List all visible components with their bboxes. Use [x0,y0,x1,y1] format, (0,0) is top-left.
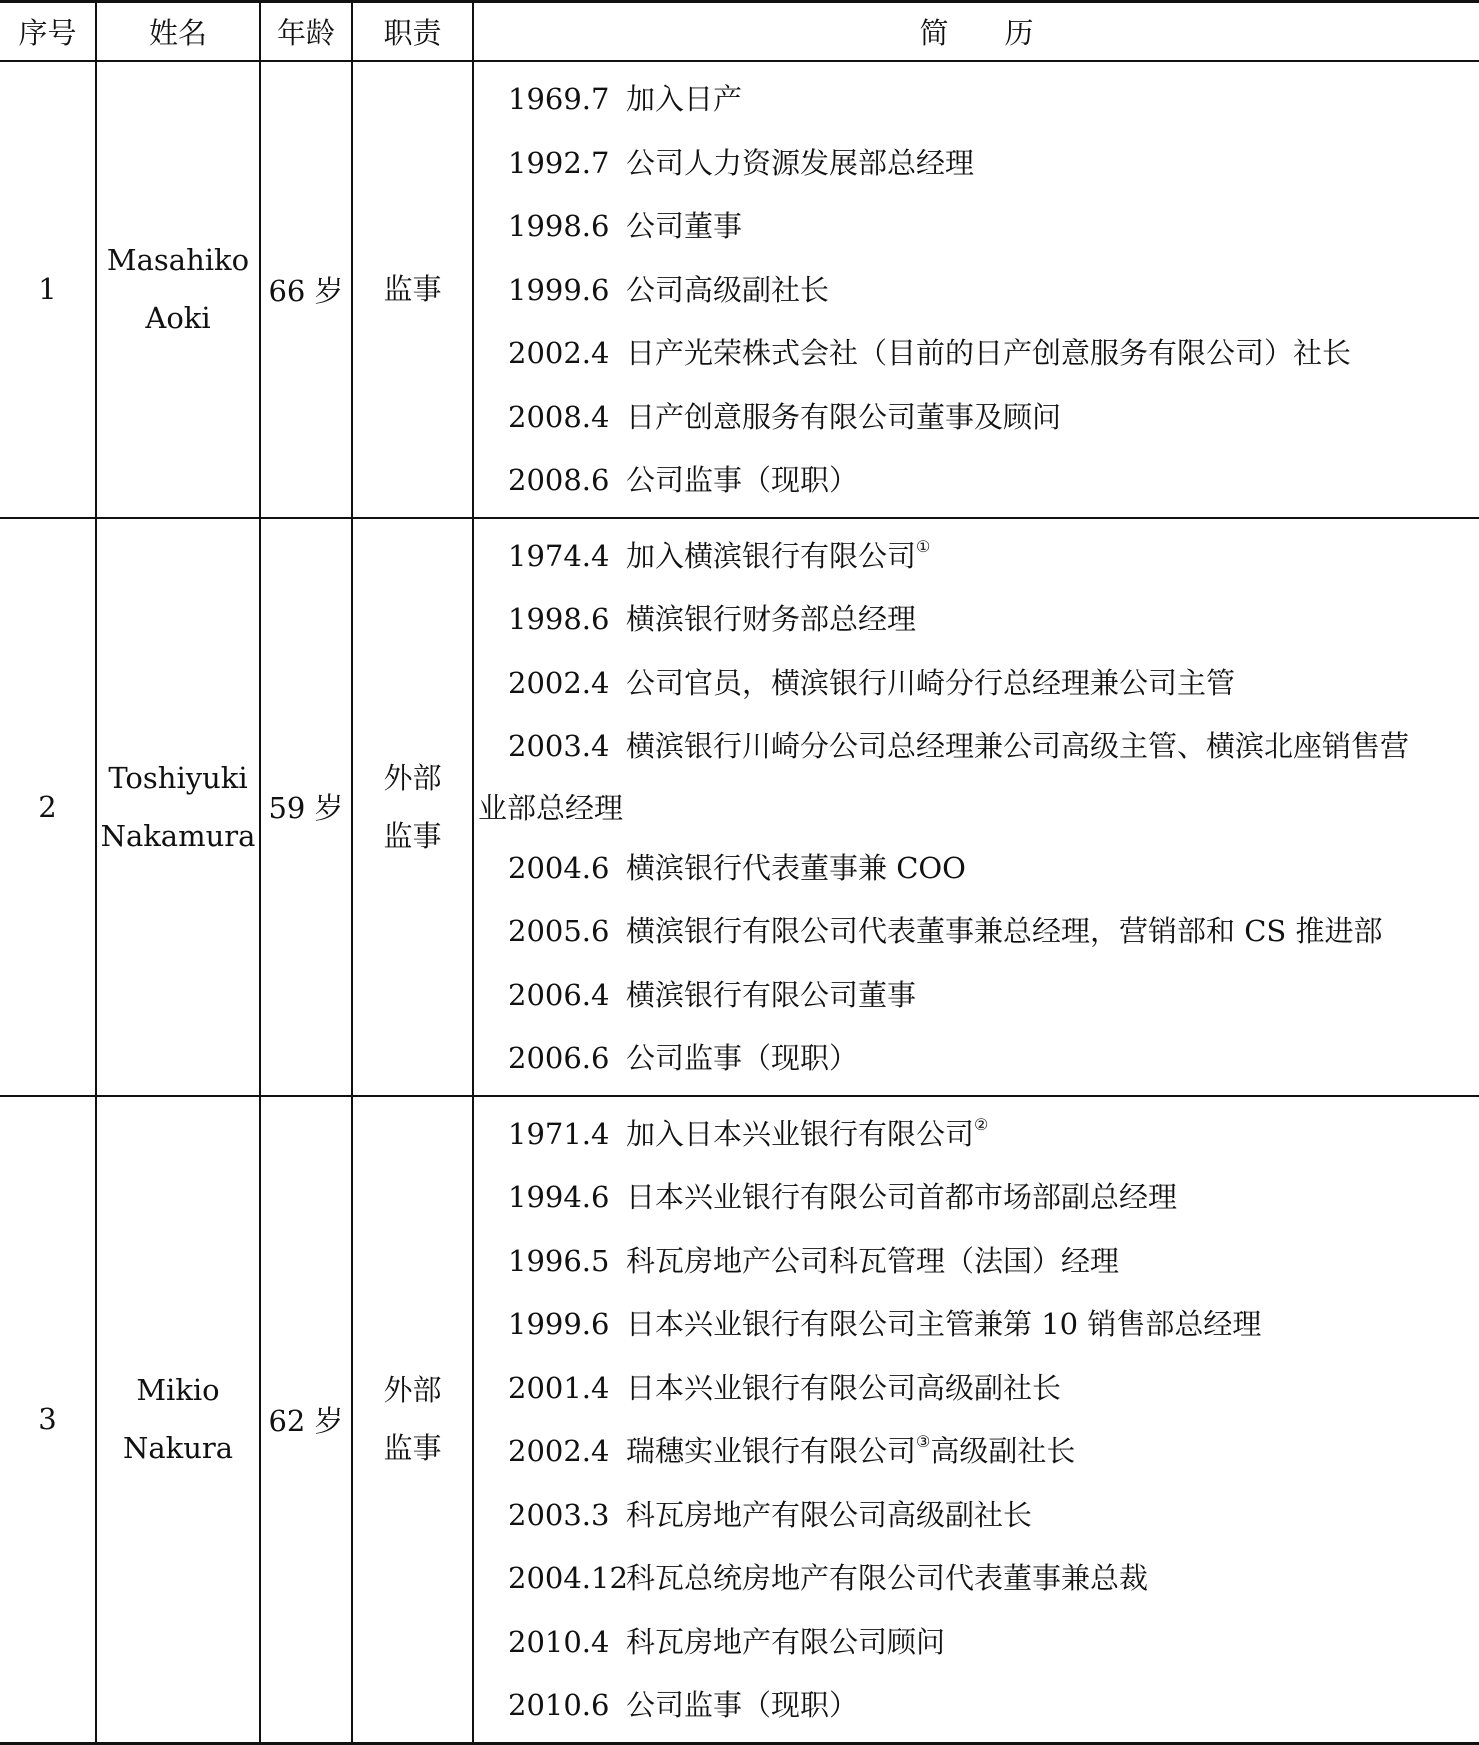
header-no: 序号 [0,2,96,62]
row-age: 59 岁 [260,518,352,1096]
entry-desc: 公司监事（现职） [626,1041,859,1075]
entry-date: 2003.3 [508,1497,610,1532]
resume-entry [474,837,1479,901]
row-no: 3 [0,1096,96,1744]
entry-date: 2002.4 [508,665,610,700]
entry-date: 2002.4 [508,1434,610,1468]
entry-desc: 公司监事（现职） [626,1688,859,1722]
resume-cell [473,518,1479,1096]
entry-date: 2006.4 [508,977,610,1012]
entry-desc: 瑞穗实业银行有限公司 [626,1434,917,1468]
entry-date: 1998.6 [508,602,610,636]
resume-entry [474,652,1479,716]
header-duty: 职责 [352,2,473,62]
entry-date: 1992.7 [508,145,610,180]
resume-cell [473,61,1479,518]
duty-line: 外部 [383,760,442,795]
entry-date: 2006.6 [508,1041,610,1075]
name-line: Toshiyuki [108,760,248,795]
row-no: 1 [0,61,96,518]
resume-entry [474,1027,1479,1091]
resume-entry [474,588,1479,652]
entry-date: 1999.6 [508,272,610,307]
resume-entry [474,195,1479,259]
row-name [96,61,260,518]
entry-desc: 横滨银行代表董事兼 COO [626,850,966,885]
entry-desc: 公司官员，横滨银行川崎分行总经理兼公司主管 [626,665,1236,700]
resume-entry [474,964,1479,1028]
entry-desc: 日产光荣株式会社（目前的日产创意服务有限公司）社长 [626,336,1352,370]
entry-desc: 日本兴业银行有限公司高级副社长 [626,1370,1062,1405]
resume-entry [474,1293,1479,1357]
header-row [0,2,1479,62]
resume-entry [474,900,1479,964]
duty-line: 监事 [383,272,442,307]
resume-entry [474,1230,1479,1294]
table-row [0,518,1479,1096]
row-duty [352,61,473,518]
resume-entry [474,1484,1479,1548]
duty-line: 监事 [383,1431,442,1465]
entry-date: 2010.4 [508,1624,610,1659]
entry-date: 1998.6 [508,209,610,243]
footnote-mark: ② [974,1114,989,1134]
entry-desc: 加入日产 [626,82,743,116]
table-row [0,61,1479,518]
entry-date: 1999.6 [508,1307,610,1341]
header-age: 年龄 [260,2,352,62]
name-line: Masahiko [106,243,250,278]
row-no: 2 [0,518,96,1096]
resume-entry [474,68,1479,132]
header-resume: 简 历 [473,2,1479,62]
duty-line: 外部 [383,1373,442,1407]
resume-entry [474,1357,1479,1421]
entry-date: 2003.4 [508,729,610,763]
entry-desc: 公司监事（现职） [626,463,859,497]
footnote-mark: ① [916,536,931,556]
name-line: Nakamura [100,818,256,853]
resume-entry [474,386,1479,450]
duty-line: 监事 [383,818,442,853]
resume-entry [474,1547,1479,1611]
resume-entry [474,1674,1479,1738]
entry-date: 2008.4 [508,399,610,434]
entry-desc: 公司董事 [626,209,743,243]
entry-date: 2008.6 [508,463,610,497]
entry-desc: 日产创意服务有限公司董事及顾问 [626,399,1062,434]
resume-entry [474,525,1479,589]
row-name [96,518,260,1096]
resume-entry [474,715,1479,837]
entry-desc: 科瓦房地产公司科瓦管理（法国）经理 [626,1243,1120,1278]
row-age: 62 岁 [260,1096,352,1744]
resume-entry [474,259,1479,323]
entry-desc: 横滨银行有限公司代表董事兼总经理，营销部和 CS 推进部 [626,914,1383,948]
entry-desc: 科瓦总统房地产有限公司代表董事兼总裁 [626,1561,1149,1595]
entry-date: 1996.5 [508,1243,610,1278]
resume-entry [474,322,1479,386]
resume-cell [473,1096,1479,1744]
entry-desc: 科瓦房地产有限公司顾问 [626,1624,946,1659]
entry-desc-after-note: 高级副社长 [930,1434,1076,1468]
entry-date: 2001.4 [508,1370,610,1405]
name-line: Nakura [122,1431,234,1465]
header-name: 姓名 [96,2,260,62]
entry-date: 2004.12 [508,1561,628,1595]
entry-desc: 公司人力资源发展部总经理 [626,145,975,180]
name-line: Mikio [136,1373,220,1407]
entry-date: 1994.6 [508,1180,610,1214]
entry-desc: 公司高级副社长 [626,272,830,307]
entry-desc: 日本兴业银行有限公司主管兼第 10 销售部总经理 [626,1307,1262,1341]
entry-desc: 科瓦房地产有限公司高级副社长 [626,1497,1033,1532]
entry-desc: 横滨银行有限公司董事 [626,977,917,1012]
entry-desc: 日本兴业银行有限公司首都市场部副总经理 [626,1180,1178,1214]
resume-entry [474,1166,1479,1230]
row-name [96,1096,260,1744]
entry-desc: 加入横滨银行有限公司 [626,538,917,573]
resume-entry [474,1103,1479,1167]
entry-date: 1969.7 [508,82,610,116]
table-row [0,1096,1479,1744]
entry-desc: 加入日本兴业银行有限公司 [626,1116,975,1151]
entry-date: 2010.6 [508,1688,610,1722]
entry-date: 2004.6 [508,850,610,885]
resume-entry [474,132,1479,196]
row-duty [352,518,473,1096]
entry-desc: 横滨银行川崎分公司总经理兼公司高级主管、横滨北座销售营 [626,729,1410,763]
entry-desc: 横滨银行财务部总经理 [626,602,917,636]
resume-entry [474,1611,1479,1675]
footnote-mark: ③ [916,1432,931,1451]
resume-entry [474,1420,1479,1484]
entry-date: 1971.4 [508,1116,610,1151]
entry-date: 1974.4 [508,538,610,573]
entry-date: 2002.4 [508,336,610,370]
row-duty [352,1096,473,1744]
name-line: Aoki [145,301,211,336]
row-age: 66 岁 [260,61,352,518]
entry-desc-continued: 业部总经理 [478,790,624,825]
entry-date: 2005.6 [508,914,610,948]
resume-entry [474,449,1479,513]
